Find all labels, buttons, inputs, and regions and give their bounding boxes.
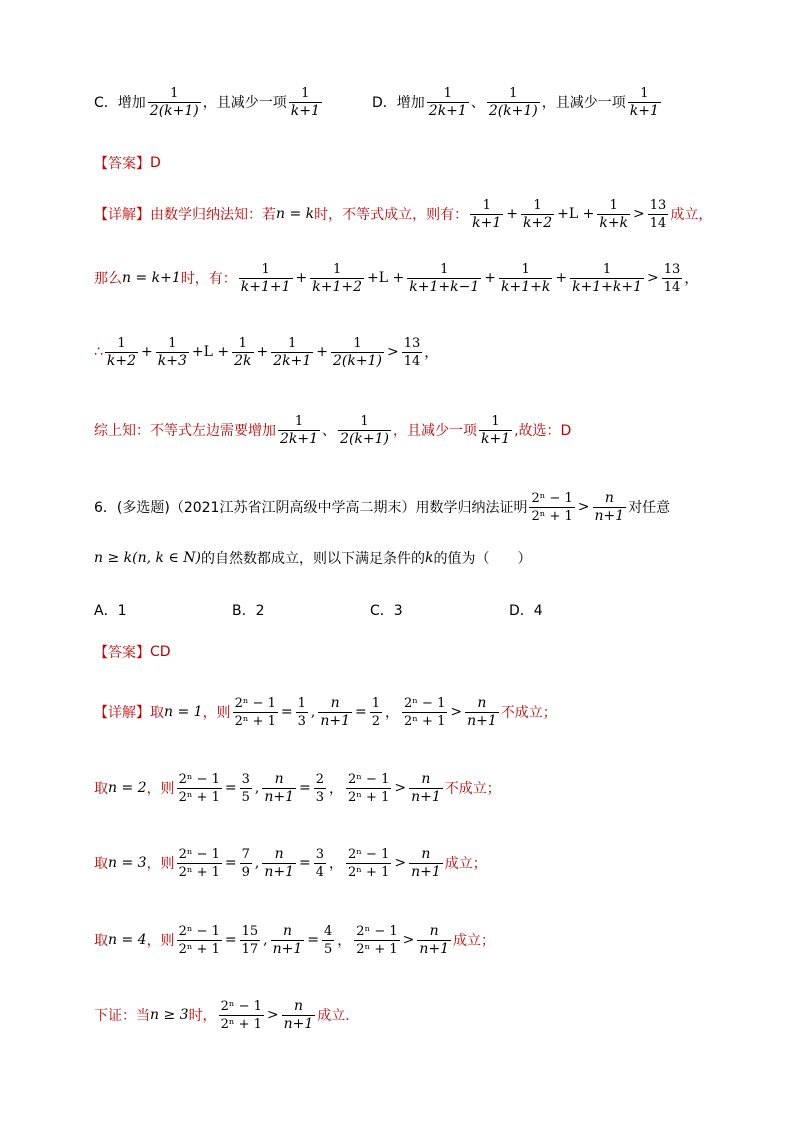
fraction: $\frac{1}{k+1+k}$: [500, 261, 551, 295]
fraction: $\frac{n}{n+1}$: [467, 694, 497, 729]
case-prefix: 取: [94, 856, 108, 872]
fraction: $\frac{n}{n+1}$: [272, 922, 303, 957]
case-prefix: 取: [94, 781, 108, 797]
fraction: $\frac{1}{k+2}$: [523, 197, 553, 231]
option-d-prefix: D．增加: [372, 95, 425, 111]
fraction: $\frac{n}{n+1}$: [419, 922, 450, 957]
question-stem: 的值为（ ）: [433, 551, 532, 567]
fraction: $\frac{1}{2(k+1)}$: [149, 85, 199, 119]
option-b: B．2: [232, 603, 265, 619]
math-condition: n = k+1: [122, 270, 181, 286]
detail-tag: 【详解】: [94, 705, 150, 721]
detail-text: 时，不等式成立，则有：: [314, 207, 469, 223]
fraction: $\frac{\text{2ⁿ − 1}}{\text{2ⁿ + 1}}$: [178, 846, 220, 880]
fraction: $\frac{\text{2ⁿ − 1}}{\text{2ⁿ + 1}}$: [234, 695, 276, 729]
fraction: $\frac{1}{k+2}$: [106, 335, 137, 369]
proof-text: 时，: [188, 1008, 217, 1024]
fraction: $\frac{n}{n+1}$: [264, 845, 295, 880]
fraction: $\frac{1}{2k+1}$: [280, 413, 319, 447]
fraction: $\frac{2}{3}$: [315, 771, 325, 805]
detail-text: 成立，: [670, 207, 713, 223]
summary-text: ，且减少一项: [392, 423, 477, 439]
fraction: $\frac{13}{14}$: [403, 335, 421, 369]
option-c: [94, 82, 324, 122]
fraction: $\frac{4}{5}$: [324, 923, 333, 957]
answer-value: D: [150, 155, 161, 171]
q6-case-3: 取 n = 3 ，则 $\frac{\text{2ⁿ − 1}}{\text{2ⁿ + 1}}$ = $\frac{7}{9}$ , $\frac{n}{n+1}$ = $\frac{3}{4}$ ， $\frac{\text{2ⁿ − 1}}{\text{2ⁿ + 1}}$ > $\frac{n}{n+1}$ 成立；: [94, 845, 487, 880]
case-prefix: 取: [94, 933, 108, 949]
fraction: $\frac{\text{2ⁿ − 1}}{\text{2ⁿ + 1}}$: [348, 846, 390, 880]
case-mid: ，则: [146, 781, 175, 797]
proof-text: 下证：当: [94, 1008, 150, 1024]
proof-text: 成立.: [317, 1008, 350, 1024]
math-condition: n = 4: [108, 932, 147, 948]
detail-text: 那么: [94, 271, 122, 287]
q6-case-1: 【详解】 取 n = 1 ，则 $\frac{\text{2ⁿ − 1}}{\text{2ⁿ + 1}}$ = $\frac{1}{3}$ , $\frac{n}{n+1}$ = $\frac{1}{2}$ ， $\frac{\text{2ⁿ − 1}}{\text{2ⁿ + 1}}$ > $\frac{n}{n+1}$ 不成立；: [94, 694, 557, 729]
fraction: $\frac{13}{14}$: [663, 261, 681, 295]
math-condition: n ≥ k(n, k ∈ N): [94, 550, 201, 566]
summary-text: 综上知：不等式左边需要增加: [94, 423, 276, 439]
case-result: 成立；: [453, 933, 496, 949]
fraction: $\frac{15}{17}$: [241, 923, 259, 957]
answer-tag: 【答案】: [94, 645, 150, 661]
q5-detail-line-3: ∴ $\frac{1}{k+2}$ + $\frac{1}{k+3}$ +L + $\frac{1}{2k}$ + $\frac{1}{2k+1}$ + $\frac{1}{2(k+1)}$ > $\frac{13}{14}$ ，: [94, 335, 439, 369]
fraction: $\frac{n}{n+1}$: [320, 694, 351, 729]
q5-summary: [94, 410, 571, 450]
fraction: $\frac{1}{2(k+1)}$: [333, 335, 382, 369]
fraction: $\frac{1}{k+1}$: [472, 197, 502, 231]
detail-tag: 【详解】: [94, 207, 150, 223]
fraction: $\frac{\text{2ⁿ − 1}}{\text{2ⁿ + 1}}$: [220, 998, 262, 1032]
case-mid: ，则: [202, 705, 231, 721]
q5-detail-line-2: 那么 n = k+1 时，有： $\frac{1}{k+1+1}$ + $\frac{1}{k+1+2}$ +L + $\frac{1}{k+1+k-1}$ + $\frac{1}{k+1+k}$ + $\frac{1}{k+1+k+1}$ > $\frac{13}{14}$ ，: [94, 261, 699, 295]
summary-text: ,故选：D: [514, 423, 572, 439]
math-condition: n ≥ 3: [150, 1007, 189, 1023]
q6-answer: [94, 632, 171, 672]
separator: 、: [322, 423, 337, 439]
q6-case-2: 取 n = 2 ，则 $\frac{\text{2ⁿ − 1}}{\text{2ⁿ + 1}}$ = $\frac{3}{5}$ , $\frac{n}{n+1}$ = $\frac{2}{3}$ ， $\frac{\text{2ⁿ − 1}}{\text{2ⁿ + 1}}$ > $\frac{n}{n+1}$ 不成立；: [94, 770, 501, 805]
fraction: $\frac{n}{n+1}$: [411, 845, 441, 880]
fraction: $\frac{3}{4}$: [315, 846, 325, 880]
fraction: $\frac{\text{2ⁿ − 1}}{\text{2ⁿ + 1}}$: [178, 923, 220, 957]
q6-stem-line-2: [94, 538, 531, 578]
case-result: 不成立；: [500, 705, 557, 721]
punct: ，: [684, 271, 699, 287]
fraction: $\frac{n}{n+1}$: [264, 770, 295, 805]
fraction: $\frac{1}{k+1}$: [290, 85, 320, 119]
question-stem: 对任意: [628, 500, 671, 516]
therefore-symbol: ∴: [94, 344, 103, 360]
fraction: $\frac{13}{14}$: [649, 197, 667, 231]
fraction: $\frac{1}{k+1+k-1}$: [409, 261, 480, 295]
fraction: $\frac{1}{k+k}$: [599, 197, 629, 231]
q5-answer: [94, 143, 161, 183]
q6-proof-start: 下证：当 n ≥ 3 时， $\frac{\text{2ⁿ − 1}}{\text{2ⁿ + 1}}$ > $\frac{n}{n+1}$ 成立.: [94, 997, 350, 1032]
fraction: $\frac{\text{2ⁿ − 1}}{\text{2ⁿ + 1}}$: [404, 695, 446, 729]
math-condition: n = k: [276, 206, 315, 222]
fraction: $\frac{1}{k+3}$: [157, 335, 187, 369]
fraction: $\frac{1}{k+1+2}$: [312, 261, 363, 295]
case-prefix: 取: [150, 705, 164, 721]
math-condition: n = 2: [108, 780, 147, 796]
fraction: $\frac{\text{2ⁿ − 1}}{\text{2ⁿ + 1}}$: [356, 923, 398, 957]
fraction: $\frac{1}{2k+1}$: [428, 85, 467, 119]
fraction: $\frac{1}{k+1}$: [629, 85, 659, 119]
math-var: k: [424, 550, 434, 566]
q6-stem-line-1: 6．(多选题)（2021江苏省江阴高级中学高二期末）用数学归纳法证明 $\frac{\text{2ⁿ − 1}}{\text{2ⁿ + 1}}$ > $\frac{n}{n+1}$ 对任意: [94, 489, 671, 524]
fraction: $\frac{7}{9}$: [241, 846, 250, 880]
answer-tag: 【答案】: [94, 156, 150, 172]
case-result: 不成立；: [444, 781, 501, 797]
case-result: 成立；: [444, 856, 487, 872]
fraction: $\frac{1}{2k+1}$: [273, 335, 312, 369]
math-condition: n = 3: [108, 855, 147, 871]
fraction: $\frac{1}{k+1+1}$: [240, 261, 291, 295]
fraction: $\frac{\text{2ⁿ − 1}}{\text{2ⁿ + 1}}$: [178, 771, 220, 805]
punct: ，: [424, 345, 439, 361]
math-condition: n = 1: [164, 704, 203, 720]
question-stem: 的自然数都成立，则以下满足条件的: [200, 551, 425, 567]
fraction: $\frac{\text{2ⁿ − 1}}{\text{2ⁿ + 1}}$: [348, 771, 390, 805]
fraction: $\frac{1}{k+1+k+1}$: [572, 261, 643, 295]
option-c: C．3: [370, 603, 403, 619]
q6-case-4: 取 n = 4 ，则 $\frac{\text{2ⁿ − 1}}{\text{2ⁿ + 1}}$ = $\frac{15}{17}$ , $\frac{n}{n+1}$ = $\frac{4}{5}$ ， $\frac{\text{2ⁿ − 1}}{\text{2ⁿ + 1}}$ > $\frac{n}{n+1}$ 成立；: [94, 922, 496, 957]
fraction: $\frac{n}{n+1}$: [411, 770, 441, 805]
fraction: $\frac{1}{3}$: [297, 695, 306, 729]
case-mid: ，则: [146, 856, 175, 872]
option-c-prefix: C．增加: [94, 95, 146, 111]
option-a: A．1: [94, 603, 127, 619]
option-d: [372, 82, 663, 122]
fraction: $\frac{1}{2(k+1)}$: [488, 85, 538, 119]
option-d-mid: ，且减少一项: [541, 95, 626, 111]
separator: 、: [470, 95, 485, 111]
case-mid: ，则: [146, 933, 175, 949]
fraction: $\frac{1}{2(k+1)}$: [340, 413, 389, 447]
fraction: $\frac{n}{n+1}$: [283, 997, 314, 1032]
fraction: $\frac{3}{5}$: [241, 771, 250, 805]
answer-value: CD: [150, 644, 171, 660]
fraction: $\frac{1}{2k}$: [234, 335, 252, 369]
detail-text: 由数学归纳法知：若: [150, 207, 276, 223]
option-c-mid: ，且减少一项: [202, 95, 287, 111]
q5-detail-line-1: 【详解】 由数学归纳法知：若 n = k 时，不等式成立，则有： $\frac{1}{k+1}$ + $\frac{1}{k+2}$ +L + $\frac{1}{k+k}$ > $\frac{13}{14}$ 成立，: [94, 197, 713, 231]
fraction: $\frac{1}{k+1}$: [480, 413, 511, 447]
fraction: $\frac{\text{2ⁿ − 1}}{\text{2ⁿ + 1}}$: [531, 490, 573, 524]
fraction: $\frac{1}{2}$: [371, 695, 381, 729]
detail-text: 时，有：: [180, 271, 237, 287]
question-stem: 6．(多选题)（2021江苏省江阴高级中学高二期末）用数学归纳法证明: [94, 500, 528, 516]
option-d: D．4: [509, 603, 543, 619]
fraction: $\frac{n}{n+1}$: [594, 489, 625, 524]
